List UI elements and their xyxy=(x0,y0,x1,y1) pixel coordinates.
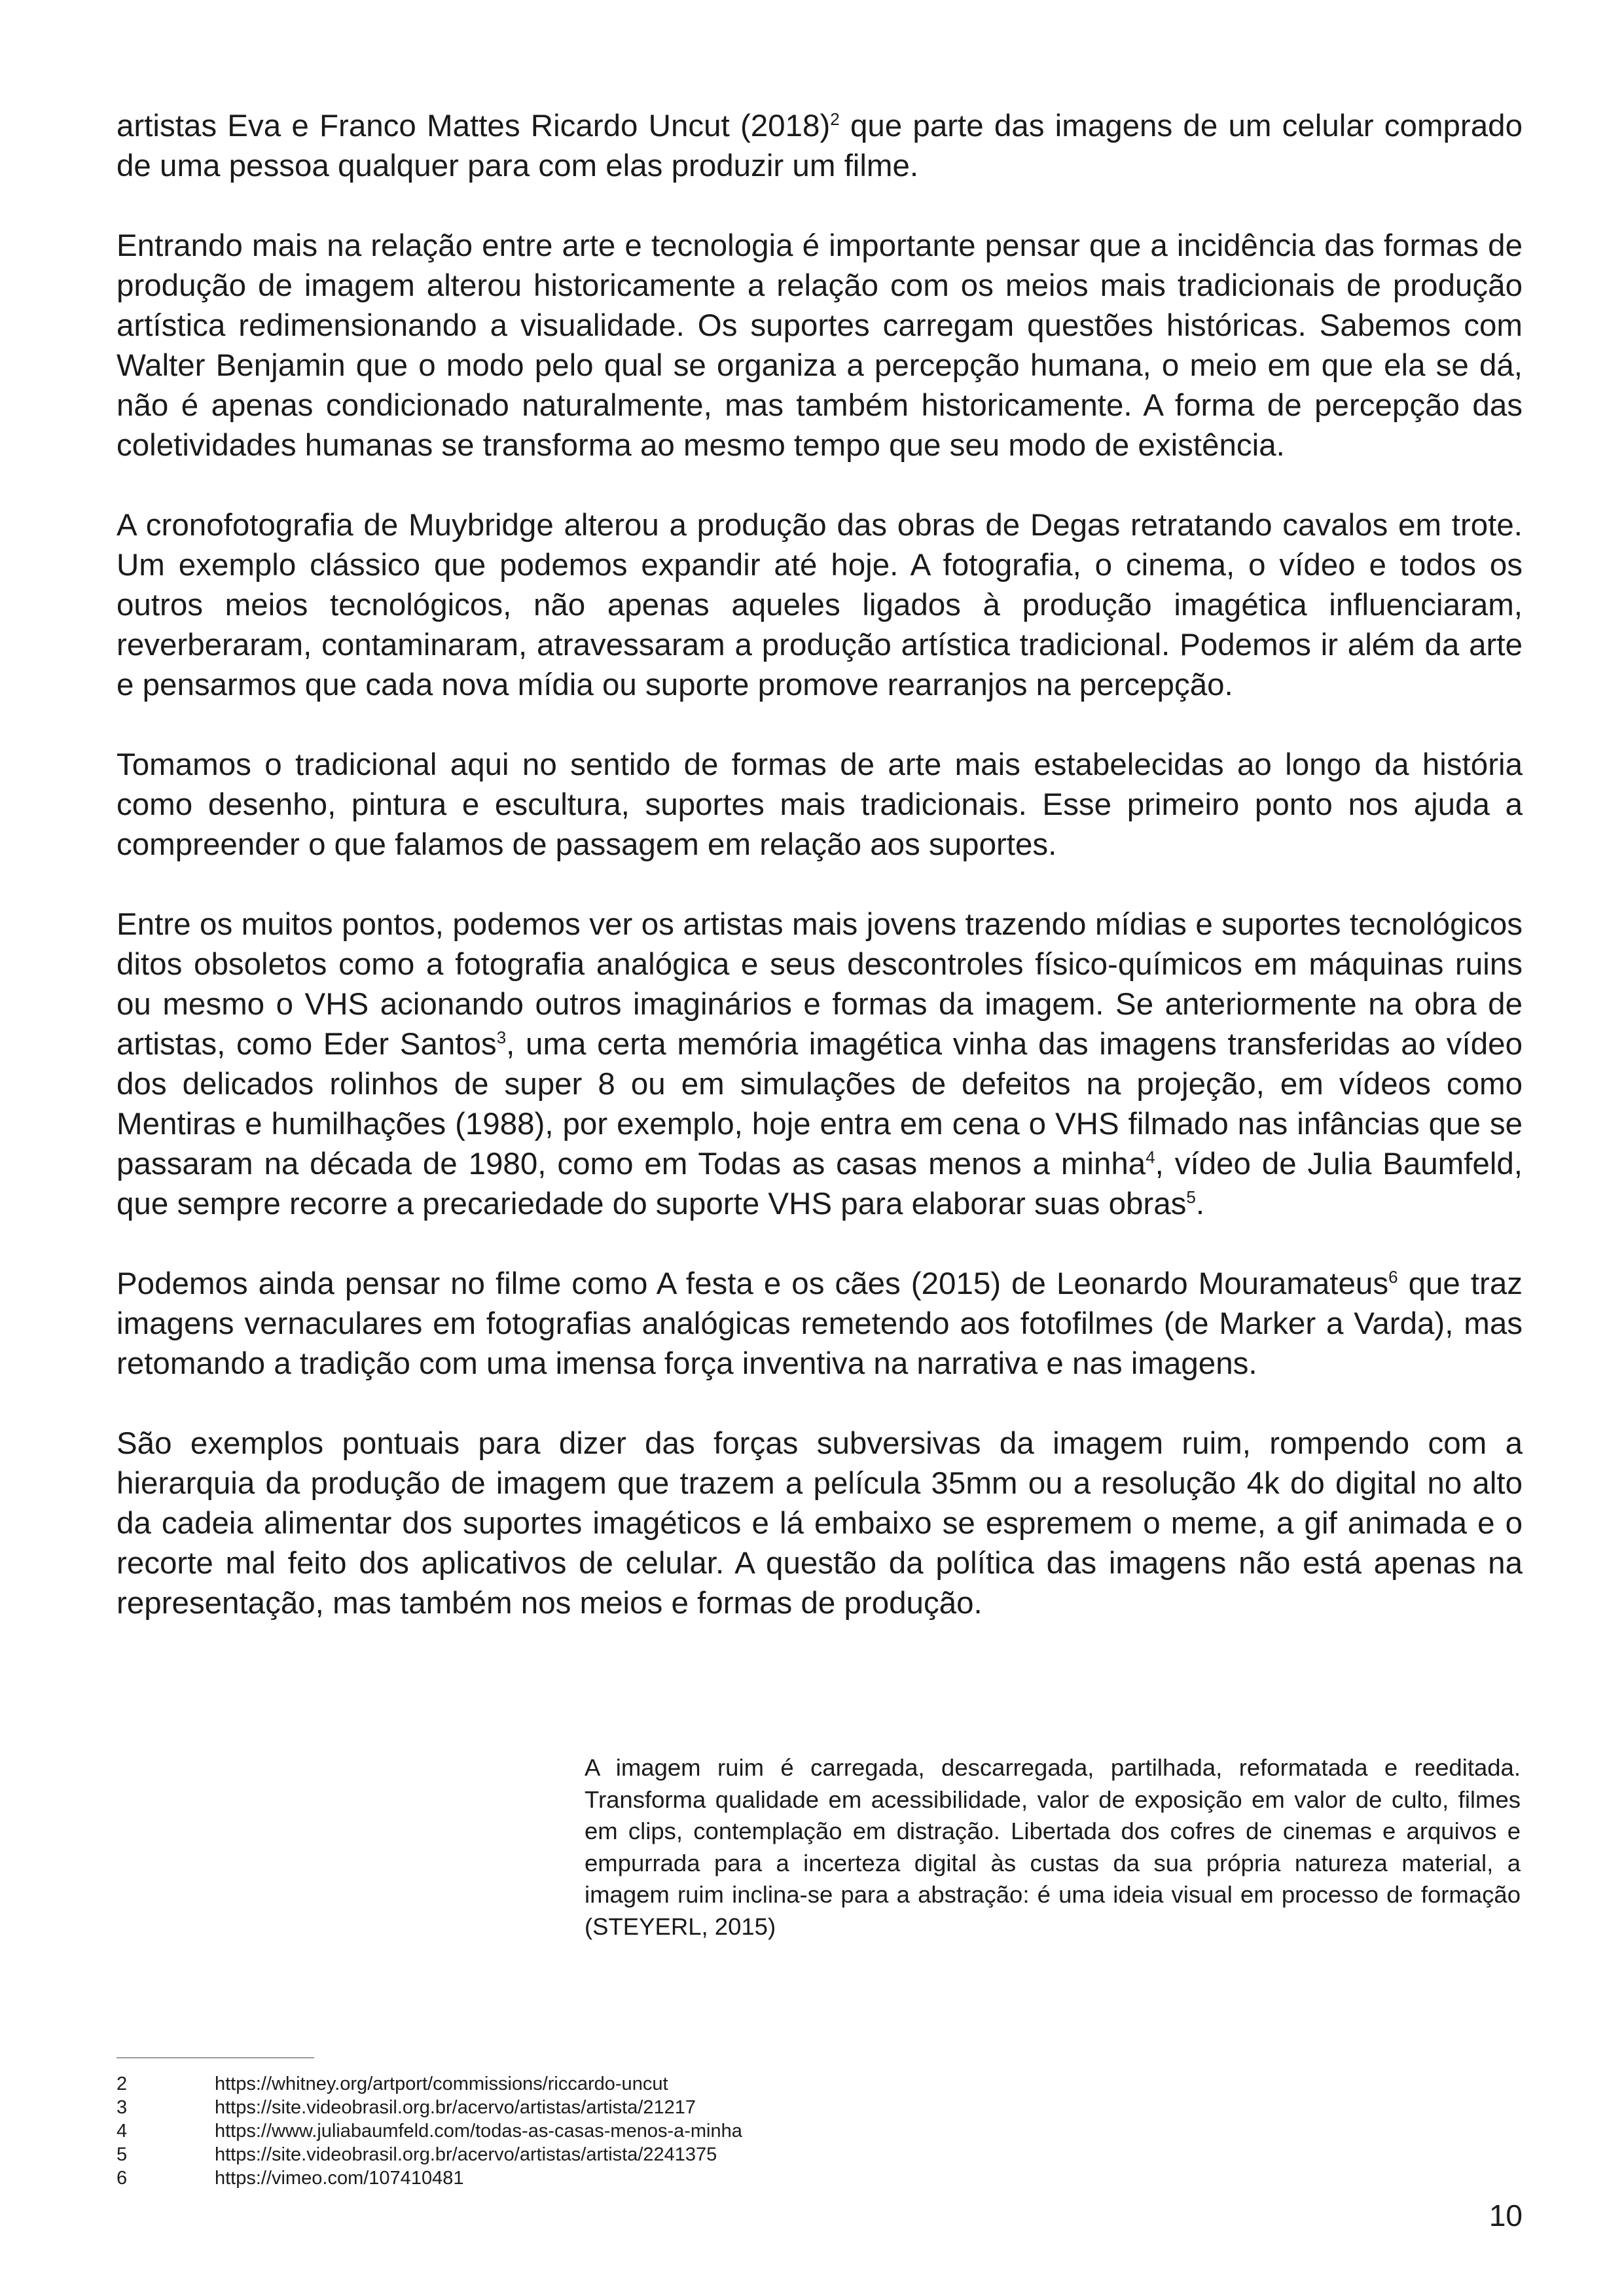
footnote-number: 5 xyxy=(117,2144,128,2165)
body-paragraph xyxy=(117,1264,1523,1384)
footnote-number: 4 xyxy=(117,2121,128,2142)
footnote xyxy=(117,2166,1164,2190)
footnote xyxy=(117,2143,1164,2166)
paragraph-text: Entrando mais na relação entre arte e tecnologia é importante pensar que a incidência das formas de produção de imagem alterou historicamente a relação com os meios mais tradicionais de produção artística redimensionando a visualidade. Os suportes carregam questões históricas. Sabemos com Walter Benjamin que o modo pelo qual se organiza a percepção humana, o meio em que ela se dá, não é apenas condicionado naturalmente, mas também historicamente. A forma de percepção das coletividades humanas se transforma ao mesmo tempo que seu modo de existência. xyxy=(117,228,1523,463)
paragraph-text: , uma certa memória imagética vinha das imagens transferidas ao vídeo dos delicados rolinhos de super 8 ou em simulações de defeitos na projeção, em vídeos como Mentiras e humilhações (1988), por exemplo, hoje entra em cena o VHS filmado nas infâncias que se passaram na década de 1980, como em Todas as casas menos a minha xyxy=(117,1027,1523,1181)
footnote-number: 6 xyxy=(117,2168,128,2189)
block-quote: A imagem ruim é carregada, descarregada, partilhada, reformatada e reeditada. Transforma qualidade em acessibilidade, valor de exposição em valor de culto, filmes em clips, contemplação em distração. Libertada dos cofres de cinemas e arquivos e empurrada para a incerteza digital às custas da sua própria natureza material, a imagem ruim inclina-se para a abstração: é uma ideia visual em processo de formação (STEYERL, 2015) xyxy=(585,1754,1521,1940)
footnote-url: https://vimeo.com/107410481 xyxy=(215,2168,464,2189)
paragraph-text: Podemos ainda pensar no filme como A festa e os cães (2015) de Leonardo Mouramateus xyxy=(117,1266,1389,1301)
footnote xyxy=(117,2119,1164,2143)
paragraph-text: A cronofotografia de Muybridge alterou a produção das obras de Degas retratando cavalos em trote. Um exemplo clássico que podemos expandir até hoje. A fotografia, o cinema, o vídeo e todos os outros meios tecnológicos, não apenas aqueles ligados à produção imagética influenciaram, reverberaram, contaminaram, atravessaram a produção artística tradicional. Podemos ir além da arte e pensarmos que cada nova mídia ou suporte promove rearranjos na percepção. xyxy=(117,508,1523,702)
footnote-url: https://whitney.org/artport/commissions/riccardo-uncut xyxy=(215,2073,668,2094)
footnote-url: https://www.juliabaumfeld.com/todas-as-casas-menos-a-minha xyxy=(215,2121,742,2142)
footnote-divider xyxy=(117,2057,314,2058)
footnote-marker: 4 xyxy=(1146,1147,1155,1168)
footnote-url: https://site.videobrasil.org.br/acervo/artistas/artista/2241375 xyxy=(215,2144,717,2165)
paragraph-text: Entre os muitos pontos, podemos ver os artistas mais jovens trazendo mídias e suportes tecnológicos ditos obsoletos como a fotografia analógica e seus descontroles físico-químicos em máquinas ruins ou mesmo o VHS acionando outros imaginários e formas da imagem. Se anteriormente na obra de artistas, como Eder Santos xyxy=(117,907,1523,1062)
paragraph-text: que parte das imagens de um celular comprado de uma pessoa qualquer para com elas produzir um filme. xyxy=(117,109,1523,183)
paragraph-text: , vídeo de Julia Baumfeld, que sempre recorre a precariedade do suporte VHS para elaborar suas obras xyxy=(117,1147,1523,1221)
body-paragraph xyxy=(117,745,1523,865)
paragraph-text: São exemplos pontuais para dizer das forças subversivas da imagem ruim, rompendo com a hierarquia da produção de imagem que trazem a película 35mm ou a resolução 4k do digital no alto da cadeia alimentar dos suportes imagéticos e lá embaixo se espremem o meme, a gif animada e o recorte mal feito dos aplicativos de celular. A questão da política das imagens não está apenas na representação, mas também nos meios e formas de produção. xyxy=(117,1426,1523,1621)
footnote-marker: 5 xyxy=(1186,1187,1196,1208)
body-paragraph xyxy=(117,226,1523,465)
page-number: 10 xyxy=(1489,2198,1523,2233)
footnote-number: 2 xyxy=(117,2073,128,2094)
footnote xyxy=(117,2072,1164,2096)
body-paragraph xyxy=(117,905,1523,1224)
footnote-url: https://site.videobrasil.org.br/acervo/artistas/artista/21217 xyxy=(215,2097,696,2118)
paragraph-text: artistas Eva e Franco Mattes Ricardo Uncut (2018) xyxy=(117,109,831,143)
body-text xyxy=(117,106,1523,1663)
footnote-marker: 3 xyxy=(496,1028,507,1048)
body-paragraph xyxy=(117,106,1523,186)
footnote-marker: 2 xyxy=(830,109,840,130)
footnote-number: 3 xyxy=(117,2097,128,2118)
footnotes xyxy=(117,2072,1164,2190)
footnote xyxy=(117,2096,1164,2119)
body-paragraph xyxy=(117,505,1523,705)
body-paragraph xyxy=(117,1424,1523,1623)
paragraph-text: que traz imagens vernaculares em fotografias analógicas remetendo aos fotofilmes (de Marker a Varda), mas retomando a tradição com uma imensa força inventiva na narrativa e nas imagens. xyxy=(117,1266,1523,1381)
paragraph-text: . xyxy=(1195,1187,1205,1221)
footnote-marker: 6 xyxy=(1388,1267,1398,1287)
paragraph-text: Tomamos o tradicional aqui no sentido de formas de arte mais estabelecidas ao longo da história como desenho, pintura e escultura, suportes mais tradicionais. Esse primeiro ponto nos ajuda a compreender o que falamos de passagem em relação aos suportes. xyxy=(117,747,1523,862)
